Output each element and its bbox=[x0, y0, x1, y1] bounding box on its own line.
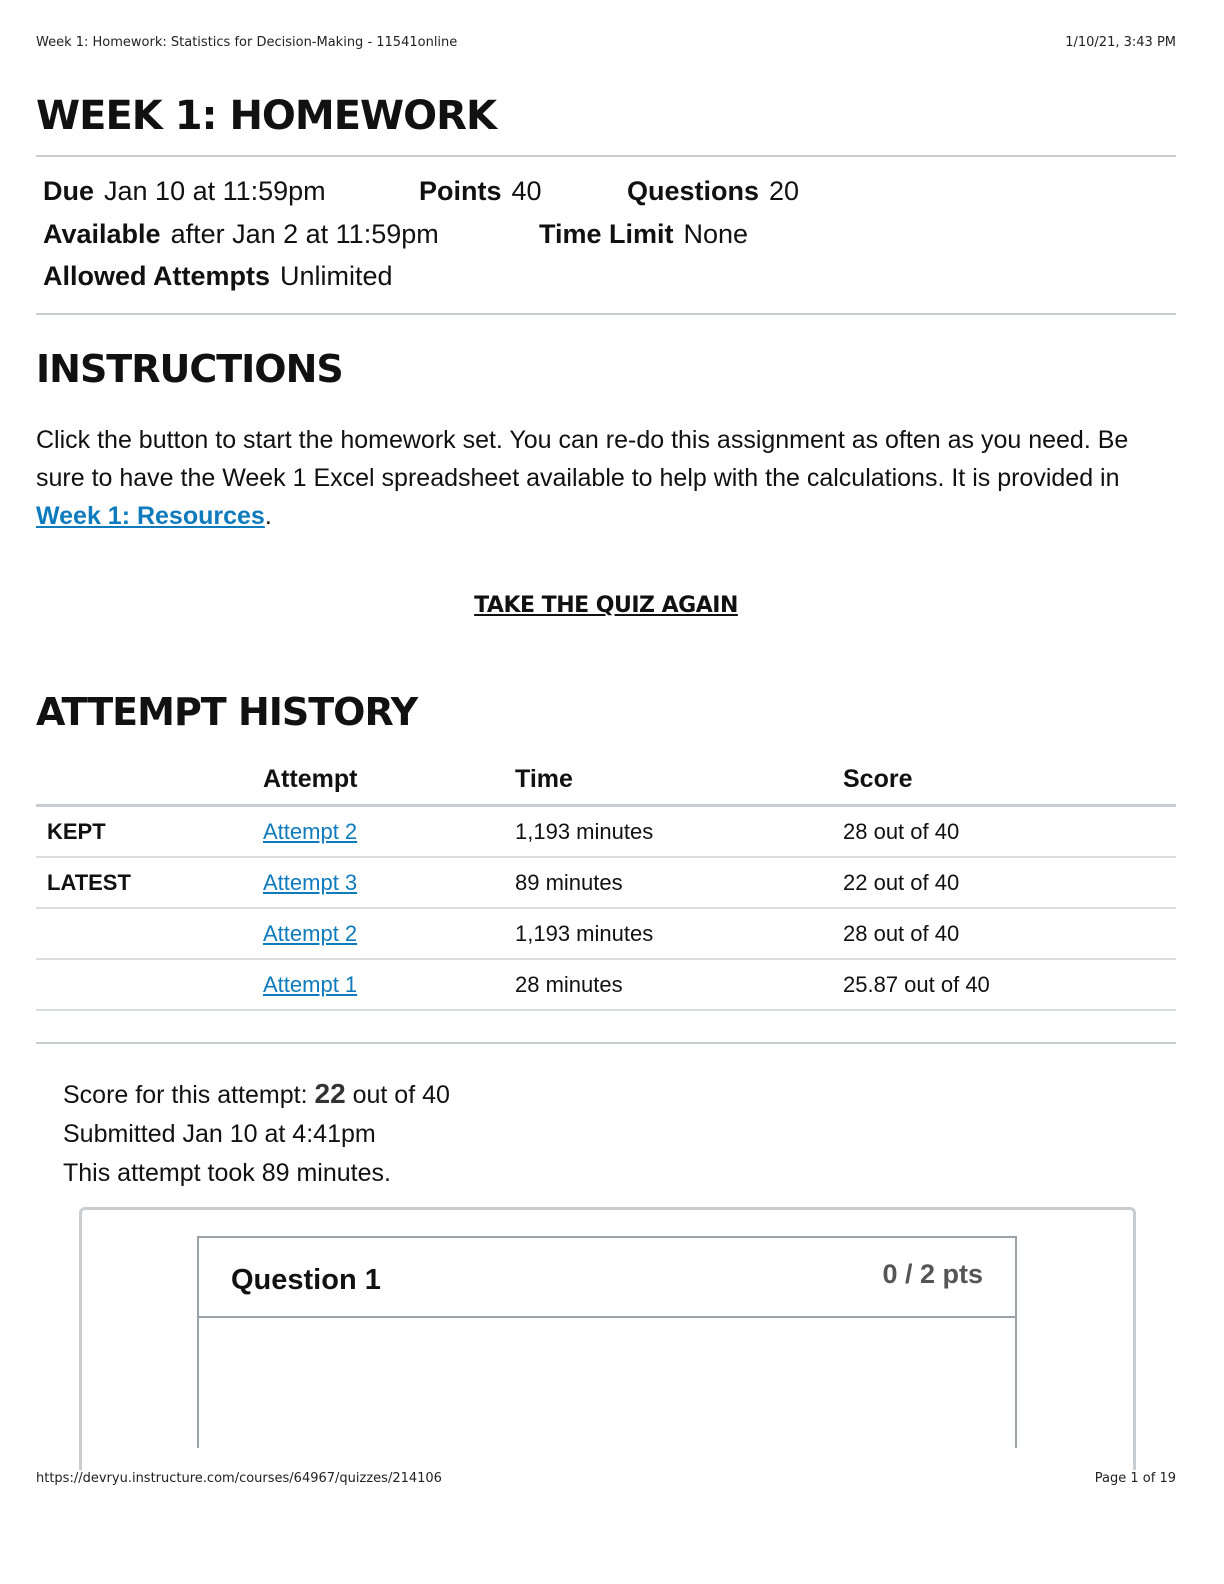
questions-label: Questions bbox=[627, 176, 760, 206]
available-value: after Jan 2 at 11:59pm bbox=[170, 219, 439, 249]
column-header-attempt: Attempt bbox=[263, 754, 515, 806]
column-header-score: Score bbox=[843, 754, 1176, 806]
print-footer bbox=[36, 1471, 1176, 1486]
available-label: Available bbox=[43, 219, 161, 249]
attempt-summary bbox=[36, 1074, 1176, 1193]
instructions-body: Click the button to start the homework set. You can re-do this assignment as often as you need. Be sure to have the Week 1 Excel spreadsheet available to help with the calculations. It is provided in bbox=[36, 426, 1129, 492]
row-label bbox=[36, 908, 263, 959]
print-footer-url: https://devryu.instructure.com/courses/64967/quizzes/214106 bbox=[36, 1471, 442, 1486]
allowed-attempts-detail bbox=[43, 261, 393, 292]
attempt-link[interactable]: Attempt 3 bbox=[263, 869, 358, 895]
quiz-content bbox=[36, 92, 1176, 1193]
attempt-time: 1,193 minutes bbox=[515, 908, 843, 959]
attempt-link[interactable]: Attempt 2 bbox=[263, 920, 358, 946]
attempt-score-line bbox=[63, 1074, 1176, 1115]
instructions-trailing: . bbox=[264, 502, 272, 530]
submitted-line: Submitted Jan 10 at 4:41pm bbox=[63, 1120, 376, 1148]
due-value: Jan 10 at 11:59pm bbox=[104, 176, 326, 206]
question-title: Question 1 bbox=[231, 1264, 381, 1296]
duration-line: This attempt took 89 minutes. bbox=[63, 1159, 391, 1187]
table-header-row bbox=[36, 754, 1176, 806]
attempt-time: 89 minutes bbox=[515, 857, 843, 908]
attempt-score: 22 out of 40 bbox=[843, 857, 1176, 908]
instructions-text bbox=[36, 421, 1176, 535]
due-label: Due bbox=[43, 176, 95, 206]
allowed-attempts-value: Unlimited bbox=[280, 261, 393, 291]
page-title: WEEK 1: HOMEWORK bbox=[36, 93, 496, 139]
print-header-datetime: 1/10/21, 3:43 PM bbox=[1065, 35, 1176, 50]
attempt-history-table bbox=[36, 754, 1176, 1011]
table-row bbox=[36, 857, 1176, 908]
history-divider bbox=[36, 1042, 1176, 1044]
due-detail bbox=[43, 176, 326, 207]
details-divider bbox=[36, 313, 1176, 315]
time-limit-label: Time Limit bbox=[539, 219, 674, 249]
table-row bbox=[36, 908, 1176, 959]
points-detail bbox=[419, 176, 542, 207]
week1-resources-link[interactable]: Week 1: Resources bbox=[36, 502, 265, 530]
attempt-score: 28 out of 40 bbox=[843, 806, 1176, 858]
question-header bbox=[199, 1238, 1015, 1318]
row-label bbox=[36, 959, 263, 1010]
score-value: 22 bbox=[314, 1078, 346, 1109]
table-row bbox=[36, 806, 1176, 858]
question-points: 0 / 2 pts bbox=[882, 1259, 983, 1289]
column-header-time: Time bbox=[515, 754, 843, 806]
attempt-score: 25.87 out of 40 bbox=[843, 959, 1176, 1010]
questions-detail bbox=[627, 176, 799, 207]
table-row bbox=[36, 959, 1176, 1010]
score-suffix: out of 40 bbox=[345, 1081, 450, 1109]
points-label: Points bbox=[419, 176, 502, 206]
column-header bbox=[36, 754, 263, 806]
attempt-score: 28 out of 40 bbox=[843, 908, 1176, 959]
attempt-history-heading: ATTEMPT HISTORY bbox=[36, 690, 418, 734]
attempt-link[interactable]: Attempt 1 bbox=[263, 971, 358, 997]
available-detail bbox=[43, 219, 439, 250]
take-quiz-again-button[interactable]: TAKE THE QUIZ AGAIN bbox=[474, 593, 738, 618]
instructions-heading: INSTRUCTIONS bbox=[36, 347, 343, 391]
question-box bbox=[197, 1236, 1017, 1448]
print-header bbox=[36, 35, 1176, 50]
row-label: KEPT bbox=[36, 806, 263, 858]
attempt-time: 1,193 minutes bbox=[515, 806, 843, 858]
questions-value: 20 bbox=[769, 176, 800, 206]
print-header-title: Week 1: Homework: Statistics for Decision-Making - 11541online bbox=[36, 35, 458, 50]
attempt-link[interactable]: Attempt 2 bbox=[263, 818, 358, 844]
time-limit-value: None bbox=[683, 219, 749, 249]
attempt-time: 28 minutes bbox=[515, 959, 843, 1010]
allowed-attempts-label: Allowed Attempts bbox=[43, 261, 271, 291]
row-label: LATEST bbox=[36, 857, 263, 908]
time-limit-detail bbox=[539, 219, 748, 250]
quiz-details bbox=[36, 157, 1176, 313]
points-value: 40 bbox=[511, 176, 542, 206]
score-prefix: Score for this attempt: bbox=[63, 1081, 315, 1109]
print-footer-page: Page 1 of 19 bbox=[1094, 1471, 1176, 1486]
